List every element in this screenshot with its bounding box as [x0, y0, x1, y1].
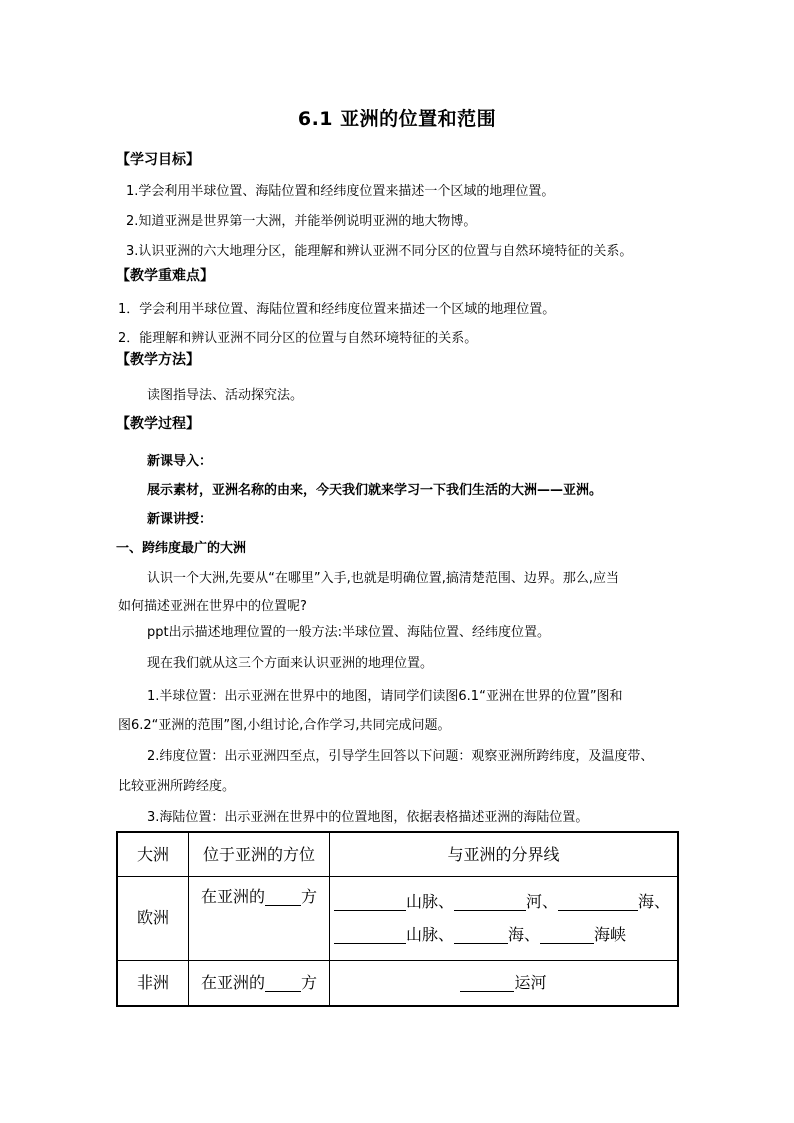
direction-cell: [189, 876, 330, 960]
table-header-cell: 大洲: [117, 832, 189, 876]
objective-item: 3.认识亚洲的六大地理分区，能理解和辨认亚洲不同分区的位置与自然环境特征的关系。: [126, 244, 633, 259]
boundary-cell: [330, 960, 679, 1006]
paragraph-line: 1.半球位置：出示亚洲在世界中的地图，请同学们读图6.1“亚洲在世界的位置”图和: [147, 689, 623, 704]
paragraph-line: 如何描述亚洲在世界中的位置呢?: [118, 599, 307, 614]
fill-blank[interactable]: [558, 892, 638, 911]
paragraph-line: ppt出示描述地理位置的一般方法:半球位置、海陆位置、经纬度位置。: [147, 625, 550, 640]
table-row: [117, 876, 678, 960]
paragraph-line: 3.海陆位置：出示亚洲在世界中的位置地图，依据表格描述亚洲的海陆位置。: [147, 810, 589, 825]
part1-title: 一、跨纬度最广的大洲: [116, 541, 247, 556]
fill-blank[interactable]: [334, 892, 406, 911]
boundary-text: 山脉、: [406, 891, 455, 911]
fill-blank[interactable]: [265, 887, 301, 906]
boundary-text: 河、: [526, 891, 559, 911]
continent-cell: 非洲: [117, 960, 189, 1006]
boundary-text: 海、: [638, 891, 671, 911]
direction-prefix: 在亚洲的: [200, 886, 265, 906]
fill-blank[interactable]: [334, 925, 406, 944]
direction-suffix: 方: [301, 886, 318, 906]
direction-suffix: 方: [301, 973, 318, 993]
fill-blank[interactable]: [454, 925, 508, 944]
lecture-label: 新课讲授：: [147, 512, 213, 527]
methods-heading: 【教学方法】: [116, 352, 200, 368]
boundary-text: 海峡: [594, 925, 627, 944]
paragraph-line: 现在我们就从这三个方面来认识亚洲的地理位置。: [147, 656, 434, 671]
key-points-heading: 【教学重难点】: [116, 268, 214, 284]
objective-item: 2.知道亚洲是世界第一大洲，并能举例说明亚洲的地大物博。: [126, 214, 477, 229]
objectives-heading: 【学习目标】: [116, 152, 200, 168]
process-heading: 【教学过程】: [116, 416, 200, 432]
boundary-text: 运河: [514, 973, 547, 993]
fill-blank[interactable]: [460, 973, 514, 992]
fill-blank[interactable]: [540, 925, 594, 944]
methods-text: 读图指导法、活动探究法。: [147, 388, 304, 403]
key-point-item: 1．学会利用半球位置、海陆位置和经纬度位置来描述一个区域的地理位置。: [118, 302, 556, 317]
boundary-text: 山脉、: [406, 925, 455, 944]
fill-blank[interactable]: [265, 973, 301, 992]
direction-prefix: 在亚洲的: [200, 973, 265, 993]
sea-land-position-table: [116, 831, 679, 1007]
paragraph-line: 认识一个大洲,先要从“在哪里”入手,也就是明确位置,搞清楚范围、边界。那么,应当: [147, 571, 619, 586]
paragraph-line: 比较亚洲所跨经度。: [118, 779, 236, 794]
table-header-cell: 位于亚洲的方位: [189, 832, 330, 876]
paragraph-line: 2.纬度位置：出示亚洲四至点，引导学生回答以下问题：观察亚洲所跨纬度，及温度带、: [147, 749, 654, 764]
objective-item: 1.学会利用半球位置、海陆位置和经纬度位置来描述一个区域的地理位置。: [126, 184, 555, 199]
boundary-text: 海、: [508, 925, 541, 944]
intro-label: 新课导入：: [147, 454, 213, 469]
continent-cell: 欧洲: [117, 876, 189, 960]
page-title: 6.1 亚洲的位置和范围: [297, 108, 497, 130]
intro-text: 展示素材，亚洲名称的由来，今天我们就来学习一下我们生活的大洲——亚洲。: [147, 483, 603, 498]
table-header-row: [117, 832, 678, 876]
paragraph-line: 图6.2“亚洲的范围”图,小组讨论,合作学习,共同完成问题。: [118, 718, 451, 733]
table-row: [117, 960, 678, 1006]
table-header-cell: 与亚洲的分界线: [330, 832, 679, 876]
fill-blank[interactable]: [454, 892, 526, 911]
key-point-item: 2．能理解和辨认亚洲不同分区的位置与自然环境特征的关系。: [118, 331, 478, 346]
direction-cell: [189, 960, 330, 1006]
boundary-cell: [330, 876, 679, 960]
